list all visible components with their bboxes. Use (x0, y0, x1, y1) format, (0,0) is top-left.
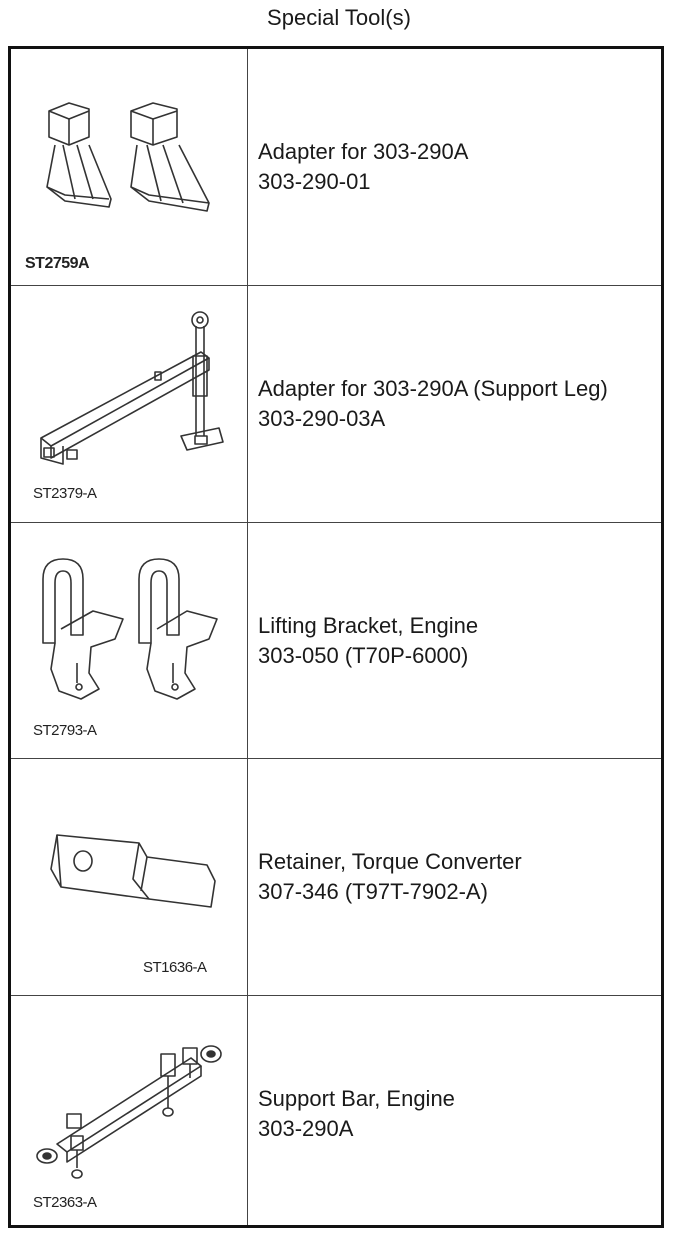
tool-row (11, 49, 661, 285)
tool-description (258, 611, 478, 671)
tool-image-code: ST2363-A (33, 1194, 97, 1211)
tool-part-number: 303-290-01 (258, 169, 371, 194)
tool-image-code: ST2759A (25, 255, 90, 272)
support-bar-icon (11, 996, 248, 1226)
tool-image-cell (11, 286, 248, 522)
tool-row (11, 995, 661, 1225)
tool-name: Adapter for 303-290A (Support Leg) (258, 376, 608, 401)
tool-image-cell (11, 759, 248, 995)
tool-part-number: 303-050 (T70P-6000) (258, 643, 469, 668)
tool-part-number: 303-290-03A (258, 406, 386, 431)
tool-description (258, 374, 608, 434)
tool-row (11, 758, 661, 995)
tool-name: Support Bar, Engine (258, 1086, 455, 1111)
retainer-icon (11, 759, 248, 996)
special-tools-table (8, 46, 664, 1228)
tool-image-code: ST1636-A (143, 959, 207, 976)
tool-image-cell (11, 49, 248, 285)
tool-name: Adapter for 303-290A (258, 139, 469, 164)
page-title: Special Tool(s) (267, 5, 411, 30)
tool-name: Lifting Bracket, Engine (258, 613, 479, 638)
tool-image-cell (11, 523, 248, 758)
tool-description (258, 1084, 455, 1144)
tool-image-code: ST2793-A (33, 722, 97, 739)
tool-row (11, 522, 661, 758)
tool-part-number: 307-346 (T97T-7902-A) (258, 879, 488, 904)
tool-row (11, 285, 661, 522)
tool-image-cell (11, 996, 248, 1225)
tool-description (258, 847, 522, 907)
adapter-brackets-icon (11, 49, 248, 285)
tool-part-number: 303-290A (258, 1116, 354, 1141)
tool-description (258, 137, 468, 197)
tool-name: Retainer, Torque Converter (258, 849, 522, 874)
tool-image-code: ST2379-A (33, 485, 97, 502)
